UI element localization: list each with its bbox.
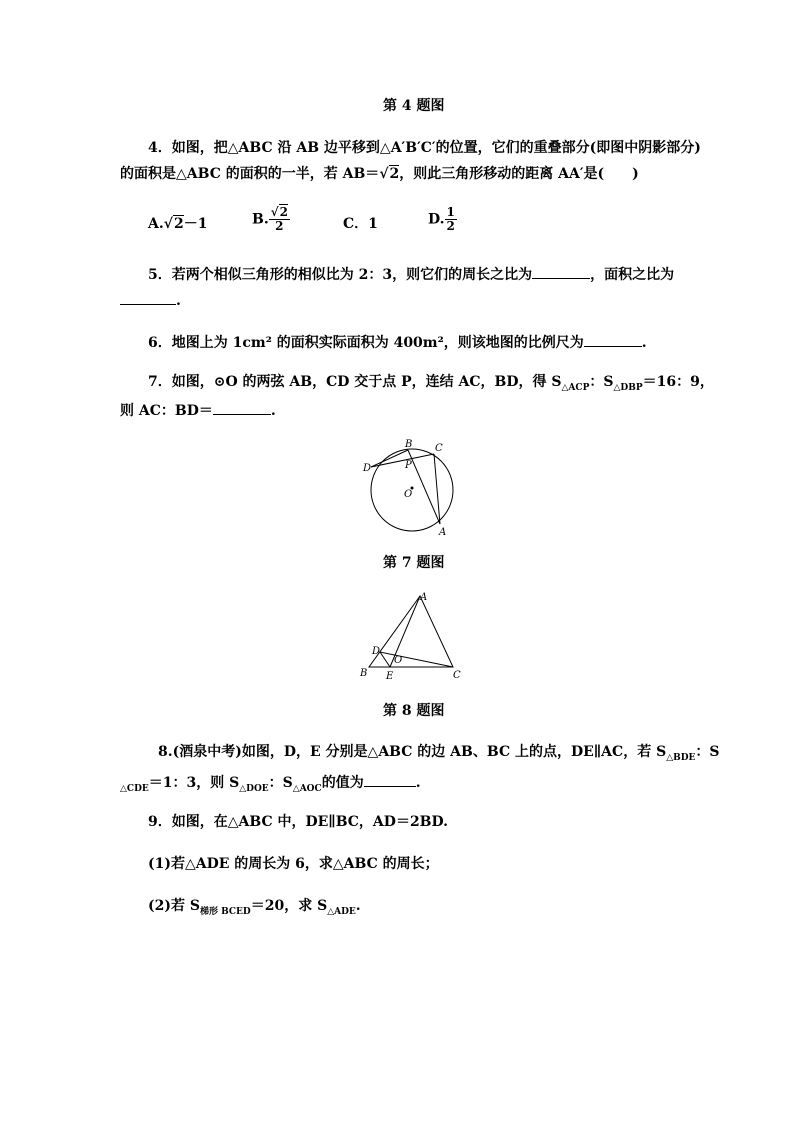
q7-text-c: 则 AC：BD＝ xyxy=(120,403,213,419)
q4-option-d-label: D. xyxy=(428,211,445,228)
fig7-segment-ac xyxy=(434,454,440,524)
q4-option-d-num: 1 xyxy=(446,205,455,219)
q7-text-b: ＝16：9， xyxy=(642,374,714,390)
q8-sub-aoc: △AOC xyxy=(292,783,322,794)
q5-text-b: ，面积之比为 xyxy=(590,267,675,283)
q9-part2-end: . xyxy=(355,898,361,914)
q4-line1: 4．如图，把△ABC 沿 AB 边平移到△A′B′C′的位置，它们的重叠部分(即图中阴影部分) xyxy=(148,140,701,156)
q8-line2 xyxy=(120,772,421,798)
q4-option-a-rest: －1 xyxy=(183,216,208,232)
fig7-label-o: O xyxy=(404,489,413,500)
q5-blank-2[interactable] xyxy=(120,290,176,305)
fig8-label-d: D xyxy=(372,646,381,657)
q5-line2 xyxy=(120,290,181,310)
q4-option-a-sqrt: 2 xyxy=(173,216,184,232)
q8-text-b: ：S xyxy=(695,744,720,760)
fig8-label-c: C xyxy=(453,670,461,681)
q5-line1 xyxy=(148,264,674,284)
q4-option-c: C．1 xyxy=(343,216,378,232)
fig8-caption: 第 8 题图 xyxy=(383,703,445,719)
q4-option-b-den: 2 xyxy=(275,219,284,233)
q4-option-d-fraction xyxy=(445,206,457,233)
q4-line2-sqrt: 2 xyxy=(389,166,400,182)
fig8-triangle-abc xyxy=(369,596,453,667)
q7-mid: ：S xyxy=(589,374,614,390)
q9-part2-text-b: ＝20，求 S xyxy=(250,898,328,914)
q7-line2 xyxy=(120,400,276,420)
q4-option-d xyxy=(428,206,457,233)
q5-blank-1[interactable] xyxy=(532,264,590,279)
fig7-label-d: D xyxy=(363,463,372,474)
q4-option-b-label: B. xyxy=(252,211,269,228)
q6-line xyxy=(148,332,647,352)
q4-option-d-den: 2 xyxy=(446,219,455,233)
q8-text-c: ＝1：3，则 S xyxy=(148,775,240,791)
q9-part2-text-a: (2)若 S xyxy=(148,898,200,914)
q8-line1 xyxy=(158,743,720,767)
q8-sub-cde: △CDE xyxy=(120,783,149,794)
q6-end: . xyxy=(641,335,647,351)
q9-part2 xyxy=(148,897,361,921)
q4-option-b-fraction xyxy=(269,206,290,233)
fig7-label-c: C xyxy=(435,443,443,454)
fig7-segment-bd xyxy=(371,450,408,467)
q8-blank[interactable] xyxy=(364,772,416,787)
fig8-diagram xyxy=(356,590,466,682)
fig7-label-a: A xyxy=(439,527,447,538)
fig8-label-e: E xyxy=(386,671,394,682)
q6-blank[interactable] xyxy=(584,332,642,347)
fig4-caption: 第 4 题图 xyxy=(383,98,445,114)
q4-line2-text-a: 的面积是△ABC 的面积的一半，若 AB＝ xyxy=(120,166,380,182)
q4-option-b-num: 2 xyxy=(279,205,288,219)
q9-part1: (1)若△ADE 的周长为 6，求△ABC 的周长； xyxy=(148,856,439,872)
fig8-label-a: A xyxy=(420,592,428,603)
q7-end: . xyxy=(270,403,276,419)
q8-text-a: 8.(酒泉中考)如图，D，E 分别是△ABC 的边 AB、BC 上的点，DE∥AC，若 S xyxy=(158,744,667,760)
fig8-label-b: B xyxy=(360,668,368,679)
q7-line1 xyxy=(148,373,714,397)
q4-option-a-label: A. xyxy=(148,216,164,232)
q5-end: . xyxy=(176,293,181,309)
q4-option-a-sqrt-sign: √ xyxy=(163,216,173,232)
fig8-label-o: O xyxy=(394,655,403,666)
fig7-diagram xyxy=(360,438,470,538)
q4-line2-text-b: ，则此三角形移动的距离 AA′是( ) xyxy=(399,166,639,182)
q7-sub-dbp: △DBP xyxy=(613,382,643,393)
q7-blank[interactable] xyxy=(213,400,271,415)
fig7-label-p: P xyxy=(405,460,412,471)
q8-sub-doe: △DOE xyxy=(239,783,269,794)
q8-text-d: ：S xyxy=(268,775,293,791)
q4-sqrt-sign: √ xyxy=(379,166,389,182)
q7-text-a: 7．如图，⊙O 的两弦 AB，CD 交于点 P，连结 AC，BD，得 S xyxy=(148,374,562,390)
fig7-caption: 第 7 题图 xyxy=(383,555,445,571)
q4-option-b xyxy=(252,206,290,233)
q8-end: . xyxy=(415,775,421,791)
q4-line2 xyxy=(120,165,639,183)
q6-text: 6．地图上为 1cm² 的面积实际面积为 400m²，则该地图的比例尺为 xyxy=(148,335,584,351)
fig7-chord-dc xyxy=(371,454,434,467)
q9-sub-bced: 梯形 BCED xyxy=(199,906,251,917)
q9-sub-ade: △ADE xyxy=(327,906,356,917)
q5-text-a: 5．若两个相似三角形的相似比为 2：3，则它们的周长之比为 xyxy=(148,267,533,283)
q7-sub-acp: △ACP xyxy=(561,382,590,393)
q4-option-b-numerator: √2 xyxy=(270,205,288,219)
q9-line1: 9．如图，在△ABC 中，DE∥BC，AD＝2BD. xyxy=(148,814,449,830)
q4-option-a xyxy=(148,215,207,233)
fig7-label-b: B xyxy=(405,439,413,450)
q8-text-e: 的值为 xyxy=(321,775,364,791)
q8-sub-bde: △BDE xyxy=(666,752,696,763)
